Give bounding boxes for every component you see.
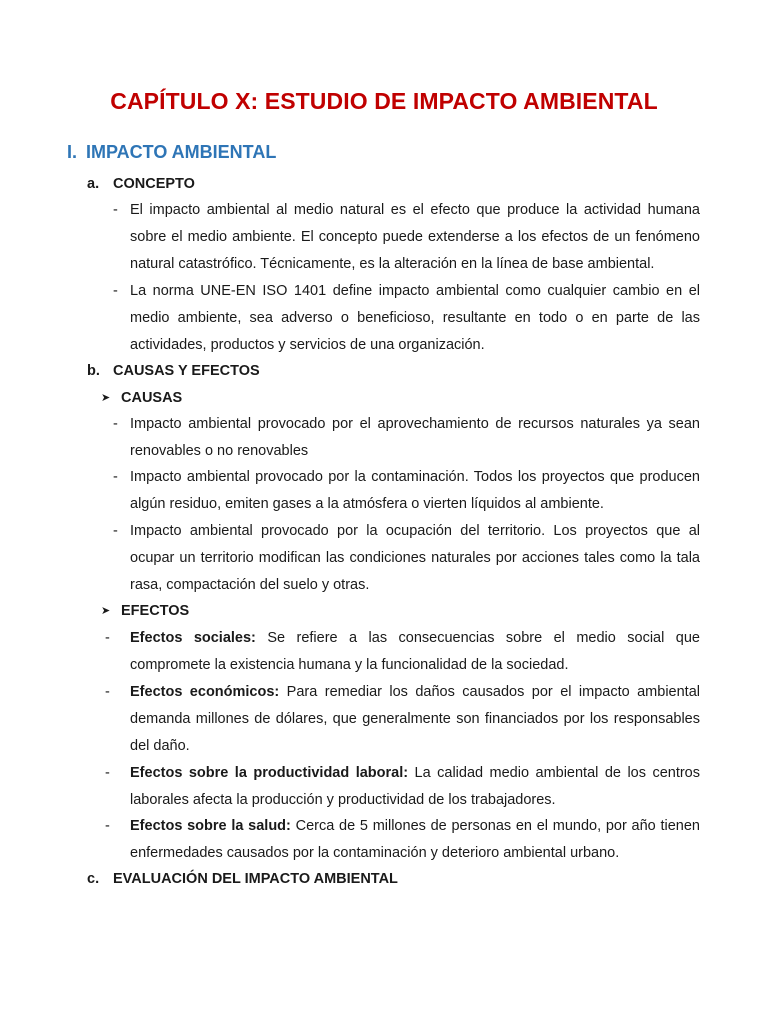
dash-bullet: - (105, 630, 110, 646)
subsection-heading-causas-efectos (87, 363, 260, 379)
dash-bullet: - (113, 202, 118, 218)
list-item-text: La norma UNE-EN ISO 1401 define impacto ambiental como cualquier cambio en el medio ambiente, sea adverso o beneficioso, resultante en todo o en parte de las actividades, productos y servicios de una organización. (130, 283, 700, 353)
subsection-title: EVALUACIÓN DEL IMPACTO AMBIENTAL (113, 871, 398, 887)
subsection-letter: a. (87, 176, 100, 192)
list-item (0, 411, 768, 465)
term-label: Efectos sobre la salud: (130, 818, 291, 834)
list-item (0, 625, 768, 679)
list-item (0, 278, 768, 359)
list-item-text (130, 813, 700, 867)
list-item-text: Impacto ambiental provocado por el aprovechamiento de recursos naturales ya sean renovables o no renovables (130, 416, 700, 459)
efectos-heading (101, 603, 189, 619)
subsection-title: CONCEPTO (113, 176, 195, 192)
list-item (0, 813, 768, 867)
dash-bullet: - (113, 283, 118, 299)
list-item-text (130, 760, 700, 814)
term-description: Para remediar los daños causados por el impacto ambiental demanda millones de dólares, que generalmente son financiados por los responsables del daño. (130, 684, 700, 754)
list-item-text (130, 679, 700, 759)
dash-bullet: - (105, 684, 110, 700)
term-description: La calidad medio ambiental de los centros laborales afecta la producción y productividad de los trabajadores. (130, 765, 700, 808)
arrow-bullet-icon: ➤ (101, 392, 111, 404)
causas-heading (101, 390, 182, 406)
subsection-heading-concepto (87, 176, 195, 192)
list-item-text: Impacto ambiental provocado por la ocupación del territorio. Los proyectos que al ocupar un territorio modifican las condiciones naturales por acciones tales como la tala rasa, compactación del suelo y otras. (130, 523, 700, 593)
list-item-text: El impacto ambiental al medio natural es el efecto que produce la actividad humana sobre el medio ambiente. El concepto puede extenderse a los efectos de un fenómeno natural catastrófico. Técnicamente, es la alteración en la línea de base ambiental. (130, 202, 700, 272)
list-item (0, 760, 768, 814)
term-label: Efectos sociales: (130, 630, 256, 646)
term-label: Efectos económicos: (130, 684, 280, 700)
list-item-text (130, 625, 700, 679)
list-item (0, 197, 768, 278)
subsection-letter: c. (87, 871, 100, 887)
list-item (0, 679, 768, 760)
dash-bullet: - (113, 469, 118, 485)
dash-bullet: - (113, 523, 118, 539)
section-number: I. (67, 142, 78, 162)
list-item-text: Impacto ambiental provocado por la contaminación. Todos los proyectos que producen algún residuo, emiten gases a la atmósfera o vierten líquidos al ambiente. (130, 469, 700, 512)
efectos-heading-label: EFECTOS (121, 603, 190, 619)
causas-heading-label: CAUSAS (121, 390, 183, 406)
subsection-title: CAUSAS Y EFECTOS (113, 363, 260, 379)
section-heading (67, 142, 276, 163)
dash-bullet: - (105, 818, 110, 834)
subsection-heading-evaluacion (87, 871, 398, 887)
term-description: Se refiere a las consecuencias sobre el medio social que compromete la existencia humana y la funcionalidad de la sociedad. (130, 630, 700, 673)
chapter-title: CAPÍTULO X: ESTUDIO DE IMPACTO AMBIENTAL (110, 88, 658, 114)
arrow-bullet-icon: ➤ (101, 605, 111, 617)
section-title: IMPACTO AMBIENTAL (86, 142, 277, 162)
list-item (0, 464, 768, 518)
list-item (0, 518, 768, 599)
dash-bullet: - (105, 765, 110, 781)
subsection-letter: b. (87, 363, 100, 379)
dash-bullet: - (113, 416, 118, 432)
term-label: Efectos sobre la productividad laboral: (130, 765, 409, 781)
term-description: Cerca de 5 millones de personas en el mundo, por año tienen enfermedades causados por la contaminación y deterioro ambiental urbano. (130, 818, 700, 861)
